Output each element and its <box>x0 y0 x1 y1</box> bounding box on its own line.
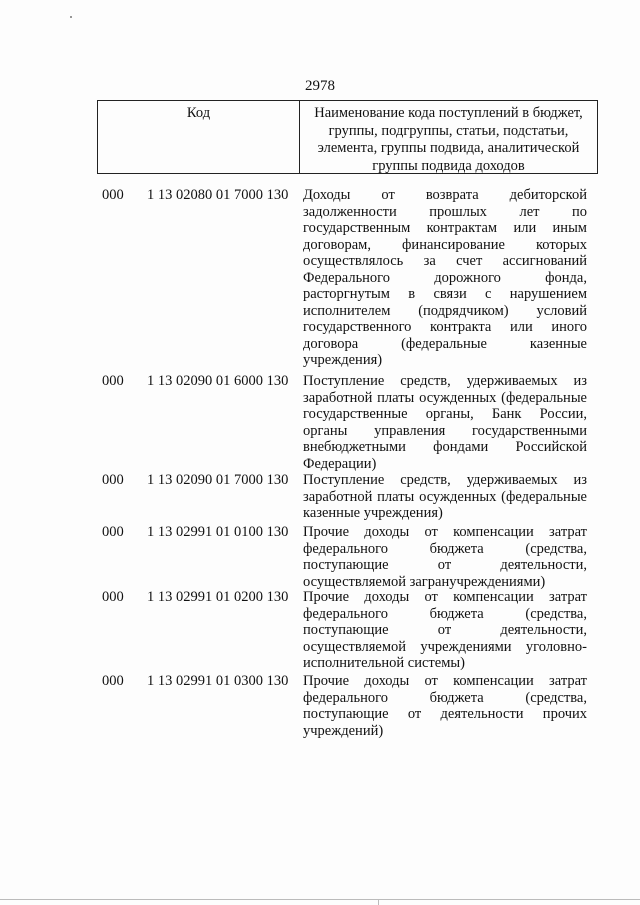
row-prefix: 000 <box>102 673 124 689</box>
description-line: федерального бюджета (средства, <box>303 540 587 557</box>
description-line: Поступление средств, удерживаемых из <box>303 373 587 389</box>
table-header <box>97 100 598 174</box>
header-name-line: Наименование кода поступлений в бюджет, <box>314 105 583 121</box>
description-line: осуществлялось за счет ассигнований <box>303 253 587 269</box>
row-code: 1 13 02080 01 7000 130 <box>147 187 289 203</box>
row-code: 1 13 02090 01 7000 130 <box>147 472 289 488</box>
description-line: Федерации) <box>303 455 377 472</box>
header-name-line: группы подвида доходов <box>372 157 525 174</box>
description-line: исполнительной системы) <box>303 655 465 671</box>
header-name-line: группы, подгруппы, статьи, подстатьи, <box>328 122 569 139</box>
description-line: Прочие доходы от компенсации затрат <box>303 524 587 540</box>
row-code: 1 13 02991 01 0300 130 <box>147 673 289 689</box>
row-description <box>303 373 587 472</box>
description-line: Поступление средств, удерживаемых из <box>303 472 587 488</box>
description-line: Федерального дорожного фонда, <box>303 269 587 286</box>
row-prefix: 000 <box>102 187 124 203</box>
row-description <box>303 472 587 522</box>
description-line: внебюджетными фондами Российской <box>303 439 587 455</box>
row-description <box>303 673 587 739</box>
header-name-line: элемента, группы подвида, аналитической <box>317 140 580 156</box>
row-description <box>303 187 587 369</box>
description-line: расторгнутым в связи с нарушением <box>303 286 587 302</box>
row-description <box>303 524 587 590</box>
description-line: органы управления государственными <box>303 422 587 439</box>
description-line: государственные органы, Банк России, <box>303 406 587 422</box>
header-code-label: Код <box>98 101 300 173</box>
row-code: 1 13 02090 01 6000 130 <box>147 373 289 389</box>
row-prefix: 000 <box>102 373 124 389</box>
description-line: поступающие от деятельности, <box>303 622 587 638</box>
description-line: учреждения) <box>303 352 383 368</box>
description-line: задолженности прошлых лет по <box>303 203 587 220</box>
description-line: осуществляемой загранучреждениями) <box>303 573 546 590</box>
description-line: учреждений) <box>303 722 384 739</box>
description-line: поступающие от деятельности, <box>303 557 587 573</box>
row-code: 1 13 02991 01 0100 130 <box>147 524 289 540</box>
description-line: заработной платы осужденных (федеральные <box>303 389 587 406</box>
page-number: 2978 <box>305 78 335 94</box>
scan-edge <box>0 899 640 900</box>
header-name-label <box>300 101 597 173</box>
description-line: Прочие доходы от компенсации затрат <box>303 673 587 689</box>
row-prefix: 000 <box>102 472 124 488</box>
description-line: государственного контракта или иного <box>303 319 587 335</box>
description-line: казенные учреждения) <box>303 505 443 521</box>
scan-edge-mark <box>378 899 379 905</box>
description-line: федерального бюджета (средства, <box>303 605 587 622</box>
description-line: осуществляемой учреждениями уголовно- <box>303 638 587 655</box>
description-line: Доходы от возврата дебиторской <box>303 187 587 203</box>
description-line: поступающие от деятельности прочих <box>303 706 587 722</box>
row-prefix: 000 <box>102 589 124 605</box>
description-line: исполнителем (подрядчиком) условий <box>303 302 587 319</box>
description-line: заработной платы осужденных (федеральные <box>303 488 587 505</box>
description-line: договорам, финансирование которых <box>303 236 587 253</box>
description-line: договора (федеральные казенные <box>303 335 587 352</box>
description-line: федерального бюджета (средства, <box>303 689 587 706</box>
description-line: Прочие доходы от компенсации затрат <box>303 589 587 605</box>
row-prefix: 000 <box>102 524 124 540</box>
row-code: 1 13 02991 01 0200 130 <box>147 589 289 605</box>
scan-dot <box>70 16 72 18</box>
description-line: государственным контрактам или иным <box>303 220 587 236</box>
row-description <box>303 589 587 672</box>
